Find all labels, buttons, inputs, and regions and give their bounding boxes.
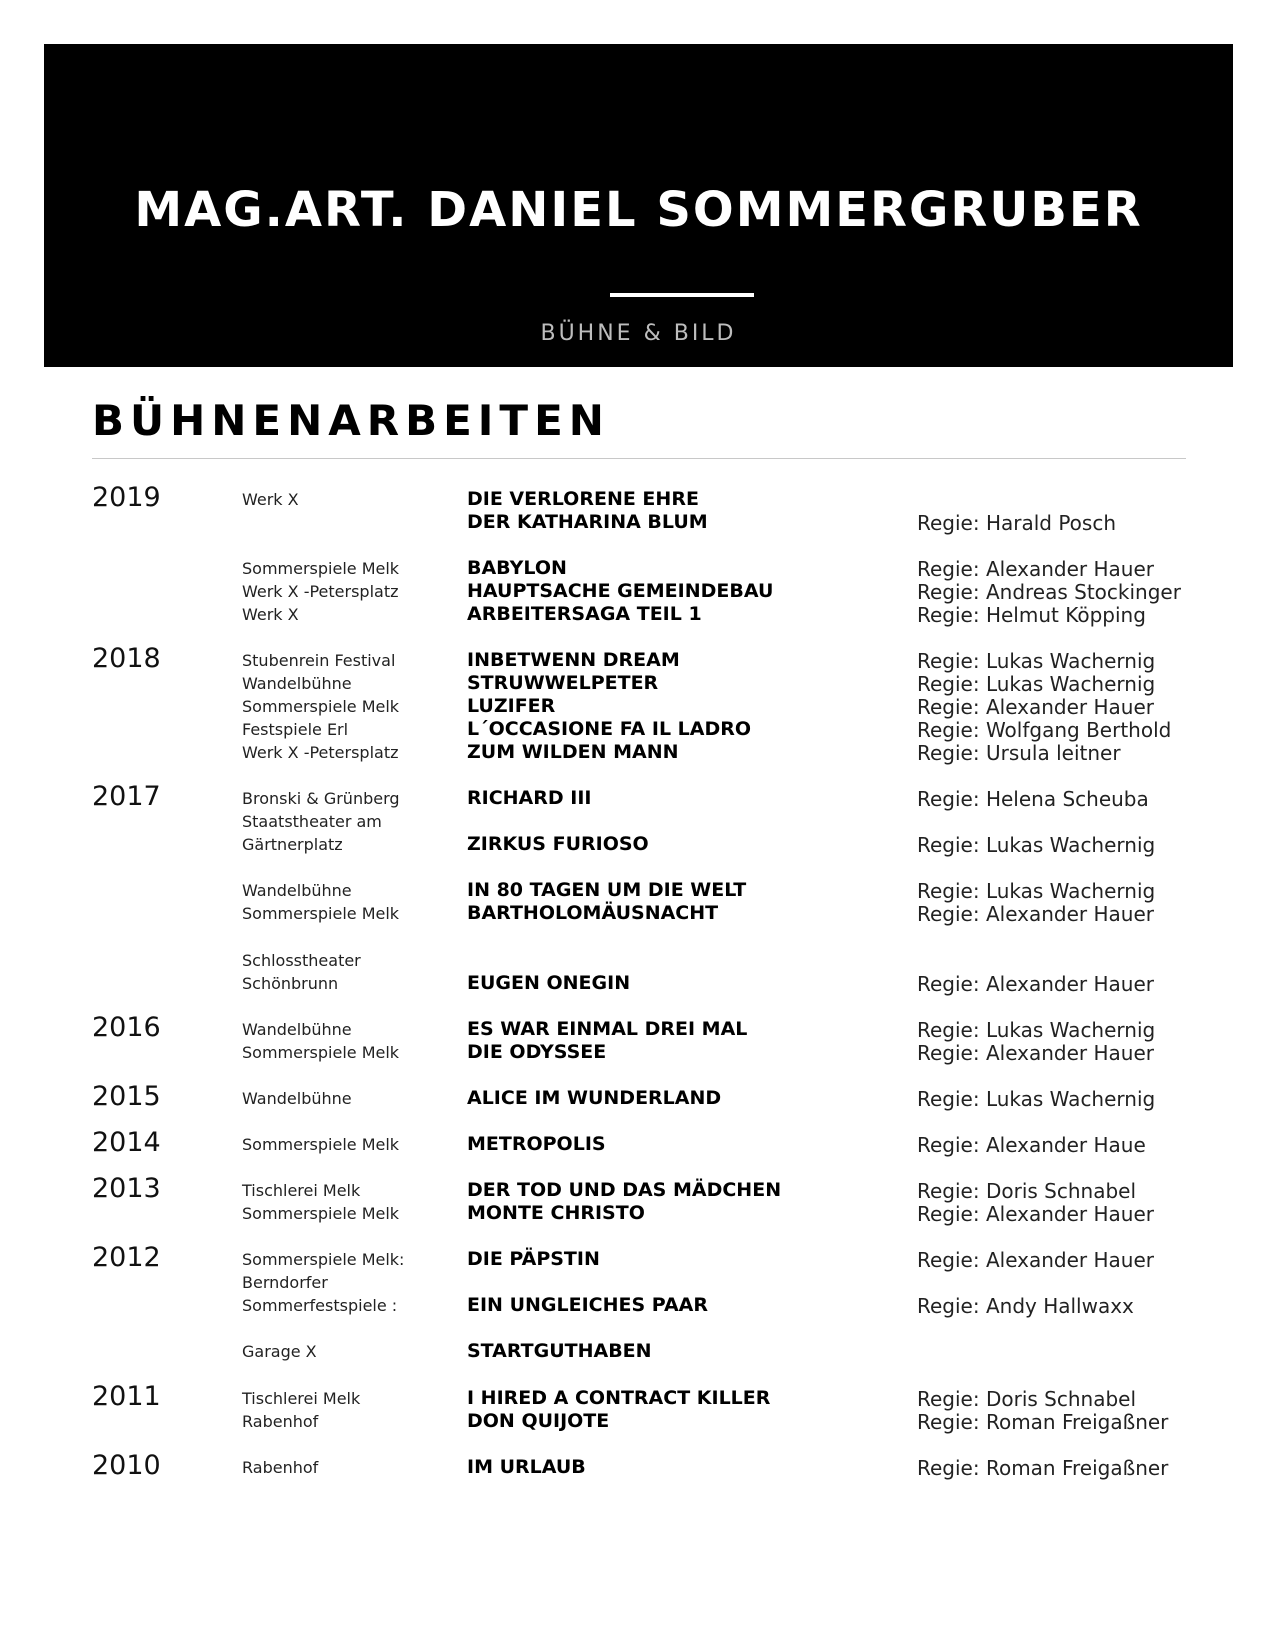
production-title: BABYLON [467,557,567,579]
venue: Sommerspiele Melk [242,1135,400,1154]
year: 2017 [92,781,161,812]
production-title: IM URLAUB [467,1456,586,1478]
list-item [0,580,1275,603]
venue: Werk X [242,605,299,624]
list-item [0,810,1275,833]
list-item [0,1271,1275,1294]
venue: Rabenhof [242,1458,319,1477]
list-item [0,1012,1275,1043]
director: Regie: Alexander Hauer [917,972,1154,996]
list-item [0,1294,1275,1317]
venue: Wandelbühne [242,1020,352,1039]
list-item [0,1202,1275,1225]
venue: Wandelbühne [242,881,352,900]
venue: Rabenhof [242,1412,319,1431]
production-title: ES WAR EINMAL DREI MAL [467,1018,748,1040]
production-title: HAUPTSACHE GEMEINDEBAU [467,580,774,602]
director: Regie: Lukas Wachernig [917,1018,1156,1042]
venue: Werk X [242,490,299,509]
year: 2015 [92,1081,161,1112]
director: Regie: Alexander Hauer [917,695,1154,719]
venue: Sommerspiele Melk [242,559,400,578]
venue: Schönbrunn [242,974,339,993]
production-title: ARBEITERSAGA TEIL 1 [467,603,702,625]
director: Regie: Andy Hallwaxx [917,1294,1134,1318]
venue: Werk X -Petersplatz [242,582,399,601]
year: 2012 [92,1242,161,1273]
venue: Schlosstheater [242,951,361,970]
venue: Tischlerei Melk [242,1181,361,1200]
venue: Gärtnerplatz [242,835,343,854]
production-title: BARTHOLOMÄUSNACHT [467,902,719,924]
venue: Garage X [242,1342,317,1361]
director: Regie: Lukas Wachernig [917,649,1156,673]
list-item [0,1410,1275,1433]
list-item [0,511,1275,534]
director: Regie: Alexander Hauer [917,1202,1154,1226]
list-item [0,781,1275,812]
list-item [0,1173,1275,1204]
director: Regie: Doris Schnabel [917,1387,1137,1411]
list-item [0,672,1275,695]
list-item [0,741,1275,764]
list-item [0,557,1275,580]
production-title: STARTGUTHABEN [467,1340,652,1362]
list-item [0,718,1275,741]
list-item [0,1340,1275,1363]
list-item [0,833,1275,856]
list-item [0,949,1275,972]
list-item [0,1242,1275,1273]
director: Regie: Roman Freigaßner [917,1410,1169,1434]
list-item [0,482,1275,513]
venue: Sommerspiele Melk [242,1043,400,1062]
director: Regie: Harald Posch [917,511,1117,535]
list-item [0,972,1275,995]
venue: Wandelbühne [242,674,352,693]
director: Regie: Alexander Hauer [917,1041,1154,1065]
director: Regie: Alexander Hauer [917,902,1154,926]
venue: Berndorfer [242,1273,328,1292]
production-title: DER TOD UND DAS MÄDCHEN [467,1179,782,1201]
director: Regie: Wolfgang Berthold [917,718,1172,742]
production-title: IN 80 TAGEN UM DIE WELT [467,879,747,901]
director: Regie: Helena Scheuba [917,787,1149,811]
year: 2014 [92,1127,161,1158]
list-item [0,695,1275,718]
director: Regie: Alexander Haue [917,1133,1146,1157]
production-title: EIN UNGLEICHES PAAR [467,1294,708,1316]
director: Regie: Doris Schnabel [917,1179,1137,1203]
venue: Staatstheater am [242,812,382,831]
list-item [0,1081,1275,1112]
director: Regie: Lukas Wachernig [917,1087,1156,1111]
production-title: ZUM WILDEN MANN [467,741,679,763]
production-title: METROPOLIS [467,1133,606,1155]
list-item [0,902,1275,925]
year: 2013 [92,1173,161,1204]
production-title: LUZIFER [467,695,556,717]
production-title: ALICE IM WUNDERLAND [467,1087,722,1109]
year: 2018 [92,643,161,674]
venue: Sommerspiele Melk: [242,1250,405,1269]
section-title: BÜHNENARBEITEN [92,396,610,445]
year: 2010 [92,1450,161,1481]
year: 2019 [92,482,161,513]
year: 2016 [92,1012,161,1043]
production-title: DIE VERLORENE EHRE [467,488,699,510]
venue: Werk X -Petersplatz [242,743,399,762]
list-item [0,1041,1275,1064]
director: Regie: Andreas Stockinger [917,580,1181,604]
director: Regie: Alexander Hauer [917,1248,1154,1272]
production-title: L´OCCASIONE FA IL LADRO [467,718,752,740]
production-title: DIE PÄPSTIN [467,1248,600,1270]
production-title: RICHARD III [467,787,592,809]
production-title: INBETWENN DREAM [467,649,680,671]
list-item [0,1381,1275,1412]
venue: Sommerspiele Melk [242,904,400,923]
production-title: MONTE CHRISTO [467,1202,645,1224]
venue: Tischlerei Melk [242,1389,361,1408]
production-title: I HIRED A CONTRACT KILLER [467,1387,771,1409]
director: Regie: Lukas Wachernig [917,879,1156,903]
list-item [0,879,1275,902]
list-item [0,1127,1275,1158]
director: Regie: Roman Freigaßner [917,1456,1169,1480]
director: Regie: Lukas Wachernig [917,672,1156,696]
venue: Bronski & Grünberg [242,789,400,808]
venue: Festspiele Erl [242,720,349,739]
year: 2011 [92,1381,161,1412]
director: Regie: Helmut Köpping [917,603,1146,627]
venue: Sommerspiele Melk [242,1204,400,1223]
list-item [0,643,1275,674]
production-title: STRUWWELPETER [467,672,659,694]
production-title: DIE ODYSSEE [467,1041,607,1063]
header-subtitle: BÜHNE & BILD [540,321,737,346]
venue: Sommerfestspiele : [242,1296,398,1315]
page-title: MAG.ART. DANIEL SOMMERGRUBER [134,182,1143,238]
production-title: DON QUIJOTE [467,1410,610,1432]
director: Regie: Ursula leitner [917,741,1121,765]
production-title: EUGEN ONEGIN [467,972,631,994]
director: Regie: Lukas Wachernig [917,833,1156,857]
venue: Sommerspiele Melk [242,697,400,716]
list-item [0,1450,1275,1481]
venue: Wandelbühne [242,1089,352,1108]
list-item [0,603,1275,626]
director: Regie: Alexander Hauer [917,557,1154,581]
venue: Stubenrein Festival [242,651,396,670]
production-title: ZIRKUS FURIOSO [467,833,649,855]
production-title: DER KATHARINA BLUM [467,511,708,533]
